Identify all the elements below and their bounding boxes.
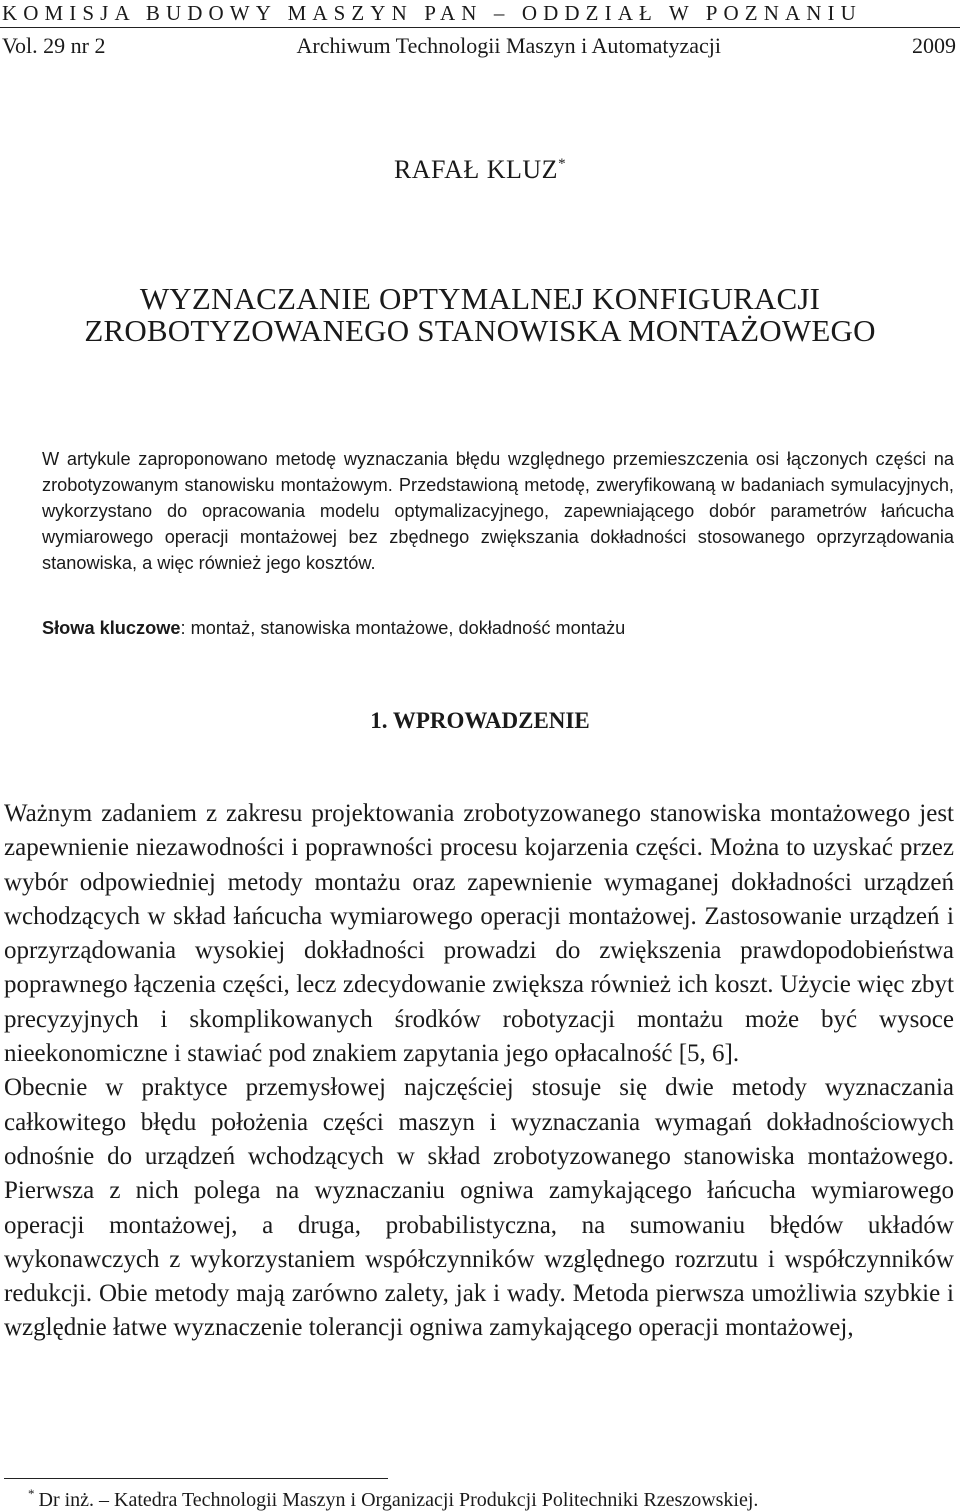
section-heading: 1. WPROWADZENIE [370,708,590,733]
body-paragraph: Obecnie w praktyce przemysłowej najczęściej stosuje się dwie metody wyznaczania całkowitego błędu położenia części maszyn i wyznaczania wymagań dokładnościowych odnośnie do urządzeń wchodzących w skład zrobotyzowanego stanowiska montażowego. Pierwsza z nich polega na wyznaczaniu ogniwa zamykającego łańcucha wymiarowego operacji montażowej, a druga, probabilistyczna, na sumowaniu błędów układów wykonawczych z wykorzystaniem współczynników względnego rozrzutu i współczynników redukcji. Obie metody mają zarówno zalety, jak i wady. Metoda pierwsza umożliwia szybkie i względnie łatwe wyznaczenie tolerancji ogniwa zamykającego operacji montażowej, [4,1074,954,1342]
author-footnote-mark: * [558,156,567,172]
author-name-block [0,155,960,185]
title-line-1: WYZNACZANIE OPTYMALNEJ KONFIGURACJI [139,281,821,316]
footnote-rule [4,1478,388,1479]
journal-info-line [2,32,956,60]
keywords [42,615,954,641]
footnote [28,1482,958,1512]
abstract: W artykule zaproponowano metodę wyznaczania błędu względnego przemieszczenia osi łączonych części na zrobotyzowanym stanowisku montażowym. Przedstawioną metodę, zweryfikowaną w badaniach symulacyjnych, wykorzystano do opracowania modelu optymalizacyjnego, zapewniającego dobór parametrów łańcucha wymiarowego operacji montażowej bez zbędnego zwiększania dokładności stosowanego oprzyrządowania stanowiska, a więc również jego kosztów. [42,449,954,573]
volume-number: Vol. 29 nr 2 [2,33,106,58]
running-head: KOMISJA BUDOWY MASZYN PAN – ODDZIAŁ W POZNANIU [2,1,862,25]
journal-name: Archiwum Technologii Maszyn i Automatyzacji [296,33,722,58]
header-rule [0,27,960,28]
keywords-text: : montaż, stanowiska montażowe, dokładność montażu [180,618,626,638]
footnote-mark: * [28,1486,35,1501]
article-title [0,283,960,347]
publication-year: 2009 [912,33,956,58]
title-line-2: ZROBOTYZOWANEGO STANOWISKA MONTAŻOWEGO [84,313,876,348]
footnote-text: Dr inż. – Katedra Technologii Maszyn i Organizacji Produkcji Politechniki Rzeszowskiej. [38,1489,759,1511]
body-paragraph: Ważnym zadaniem z zakresu projektowania zrobotyzowanego stanowiska montażowego jest zapewnienie niezawodności i poprawności procesu kojarzenia części. Można to uzyskać przez wybór odpowiedniej metody montażu oraz zapewnienie wymaganej dokładności urządzeń wchodzących w skład łańcucha wymiarowego operacji montażowej. Zastosowanie urządzeń i oprzyrządowania wysokiej dokładności prowadzi do zwiększenia prawdopodobieństwa poprawnego łączenia części, lecz zdecydowanie zwiększa również ich koszt. Użycie więc zbyt precyzyjnych i skomplikowanych środków robotyzacji montażu może być wysoce nieekonomiczne i stawiać pod znakiem zapytania jego opłacalność [5, 6]. [4,800,954,1068]
author-name: RAFAŁ KLUZ [393,155,559,184]
body-text [4,797,954,1346]
keywords-label: Słowa kluczowe [42,618,181,638]
